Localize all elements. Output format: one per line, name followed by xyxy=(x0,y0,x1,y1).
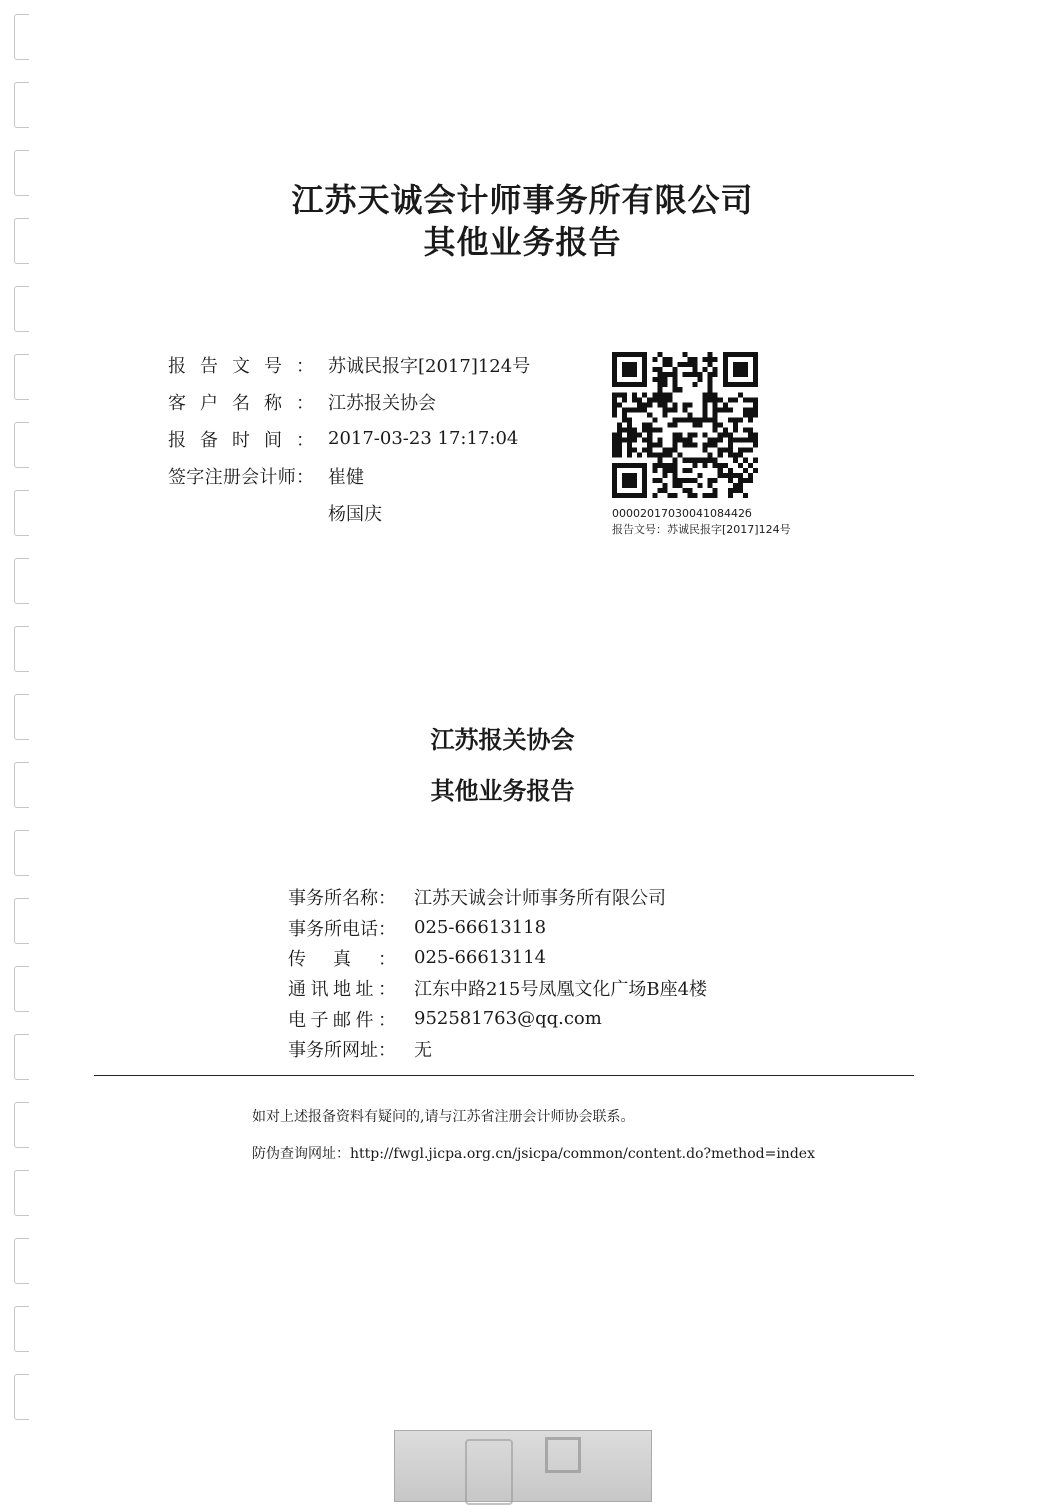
client-name-value: 江苏报关协会 xyxy=(328,392,436,414)
firm-info-row xyxy=(288,973,707,1003)
binding-hole xyxy=(14,1170,29,1216)
report-info-row xyxy=(168,383,530,420)
report-type-title: 其他业务报告 xyxy=(423,223,622,261)
binding-hole xyxy=(14,490,29,536)
report-number-value: 苏诚民报字[2017]124号 xyxy=(328,355,531,377)
binding-hole xyxy=(14,1306,29,1352)
report-info-row xyxy=(168,420,530,457)
client-name-label: 客户名称： xyxy=(168,392,314,414)
binding-hole xyxy=(14,422,29,468)
film-reel-icon xyxy=(465,1439,513,1505)
signing-cpa-value-2: 杨国庆 xyxy=(328,503,382,525)
binding-hole xyxy=(14,14,29,60)
firm-name-label: 事务所名称： xyxy=(288,888,396,910)
report-info-row xyxy=(168,457,530,494)
firm-phone-label: 事务所电话： xyxy=(288,918,396,940)
verify-line xyxy=(252,1143,815,1163)
binding-hole xyxy=(14,558,29,604)
binding-hole xyxy=(14,626,29,672)
filing-time-label: 报备时间： xyxy=(168,429,314,451)
firm-title: 江苏天诚会计师事务所有限公司 xyxy=(291,181,754,219)
client-subtitle: 江苏报关协会 xyxy=(430,725,575,754)
firm-info-row xyxy=(288,912,707,942)
binding-hole xyxy=(14,82,29,128)
firm-website-label: 事务所网址： xyxy=(288,1040,396,1062)
filing-time-value: 2017-03-23 17:17:04 xyxy=(328,428,519,449)
report-subtitle: 其他业务报告 xyxy=(430,776,575,805)
firm-fax-value: 025-66613114 xyxy=(414,947,547,969)
firm-email-value: 952581763@qq.com xyxy=(414,1008,602,1030)
qr-report-number: 报告文号：苏诚民报字[2017]124号 xyxy=(612,523,791,536)
firm-phone-value: 025-66613118 xyxy=(414,917,547,939)
firm-name-value: 江苏天诚会计师事务所有限公司 xyxy=(414,888,666,910)
firm-email-label: 电子邮件： xyxy=(288,1009,396,1031)
divider xyxy=(94,1075,914,1076)
firm-info-row xyxy=(288,943,707,973)
binding-hole xyxy=(14,1238,29,1284)
report-info-row xyxy=(168,346,530,383)
signing-cpa-value: 崔健 xyxy=(328,466,364,488)
binding-hole xyxy=(14,1102,29,1148)
frame-icon xyxy=(545,1437,581,1473)
binding-hole xyxy=(14,286,29,332)
binding-hole xyxy=(14,1374,29,1420)
verify-label: 防伪查询网址： xyxy=(252,1146,350,1162)
binding-hole xyxy=(14,1034,29,1080)
report-number-label: 报告文号： xyxy=(168,355,314,377)
firm-info xyxy=(288,882,707,1064)
binding-hole xyxy=(14,354,29,400)
signing-cpa-label: 签字注册会计师： xyxy=(168,466,314,488)
scanner-tab xyxy=(394,1430,652,1502)
firm-address-value: 江东中路215号凤凰文化广场B座4楼 xyxy=(414,979,708,1001)
firm-info-row xyxy=(288,1004,707,1034)
qr-code-number: 0000201703004108442б xyxy=(612,507,752,520)
report-info xyxy=(168,346,530,531)
binding-hole xyxy=(14,830,29,876)
binding-hole xyxy=(14,966,29,1012)
firm-website-value: 无 xyxy=(414,1040,432,1062)
binding-hole xyxy=(14,898,29,944)
firm-info-row xyxy=(288,882,707,912)
firm-info-row xyxy=(288,1034,707,1064)
firm-fax-label: 传真： xyxy=(288,948,396,970)
inquiry-note: 如对上述报备资料有疑问的,请与江苏省注册会计师协会联系。 xyxy=(252,1109,635,1125)
qr-caption xyxy=(612,506,791,538)
verify-url: http://fwgl.jicpa.org.cn/jsicpa/common/content.do?method=index xyxy=(350,1146,815,1162)
report-info-row xyxy=(168,494,530,531)
qr-code-icon xyxy=(612,352,758,498)
firm-address-label: 通讯地址： xyxy=(288,979,396,1001)
